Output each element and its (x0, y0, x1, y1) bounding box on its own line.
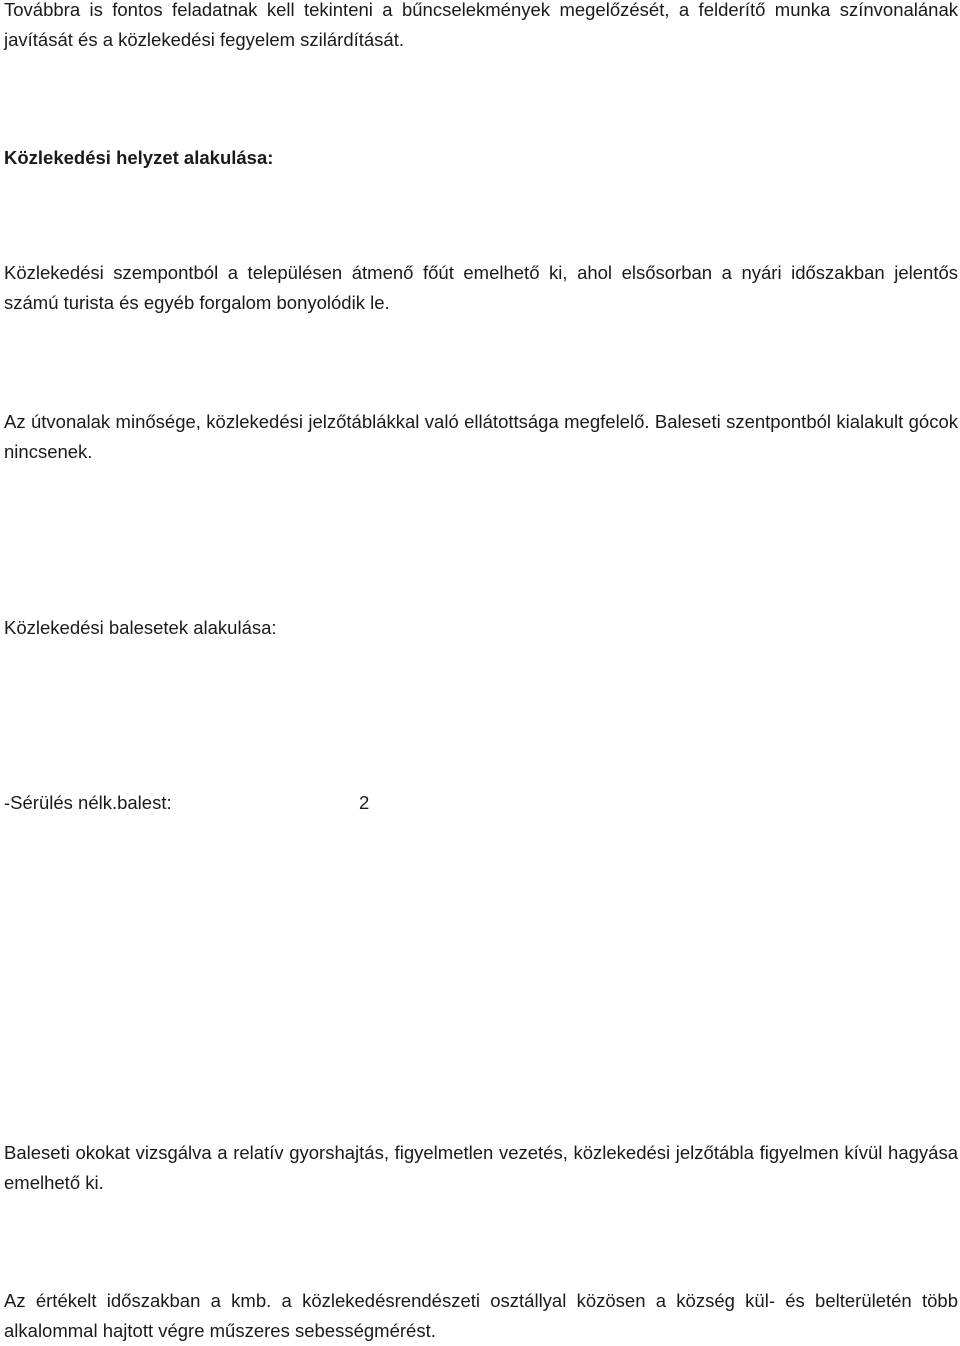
intro-paragraph: Továbbra is fontos feladatnak kell tekinteni a bűncselekmények megelőzését, a felderítő munka színvonalának javítását és a közlekedési fegyelem szilárdítását. (4, 0, 958, 50)
accidents-heading: Közlekedési balesetek alakulása: (4, 617, 277, 638)
accident-count-label: -Sérülés nélk.balest: (4, 792, 172, 813)
traffic-situation-heading: Közlekedési helyzet alakulása: (4, 147, 274, 168)
road-quality-paragraph: Az útvonalak minősége, közlekedési jelzőtáblákkal való ellátottsága megfelelő. Baleseti szentpontból kialakult gócok nincsenek. (4, 411, 958, 462)
traffic-paragraph: Közlekedési szempontból a településen átmenő főút emelhető ki, ahol elsősorban a nyári időszakban jelentős számú turista és egyéb forgalom bonyolódik le. (4, 262, 958, 313)
accident-count-value: 2 (359, 792, 370, 813)
accident-causes-paragraph: Baleseti okokat vizsgálva a relatív gyorshajtás, figyelmetlen vezetés, közlekedési jelzőtábla figyelmen kívül hagyása emelhető ki. (4, 1142, 958, 1193)
accident-count-row (4, 788, 369, 818)
speed-measurement-paragraph: Az értékelt időszakban a kmb. a közlekedésrendészeti osztállyal közösen a község kül- és belterületén több alkalommal hajtott végre műszeres sebességmérést. (4, 1290, 958, 1341)
